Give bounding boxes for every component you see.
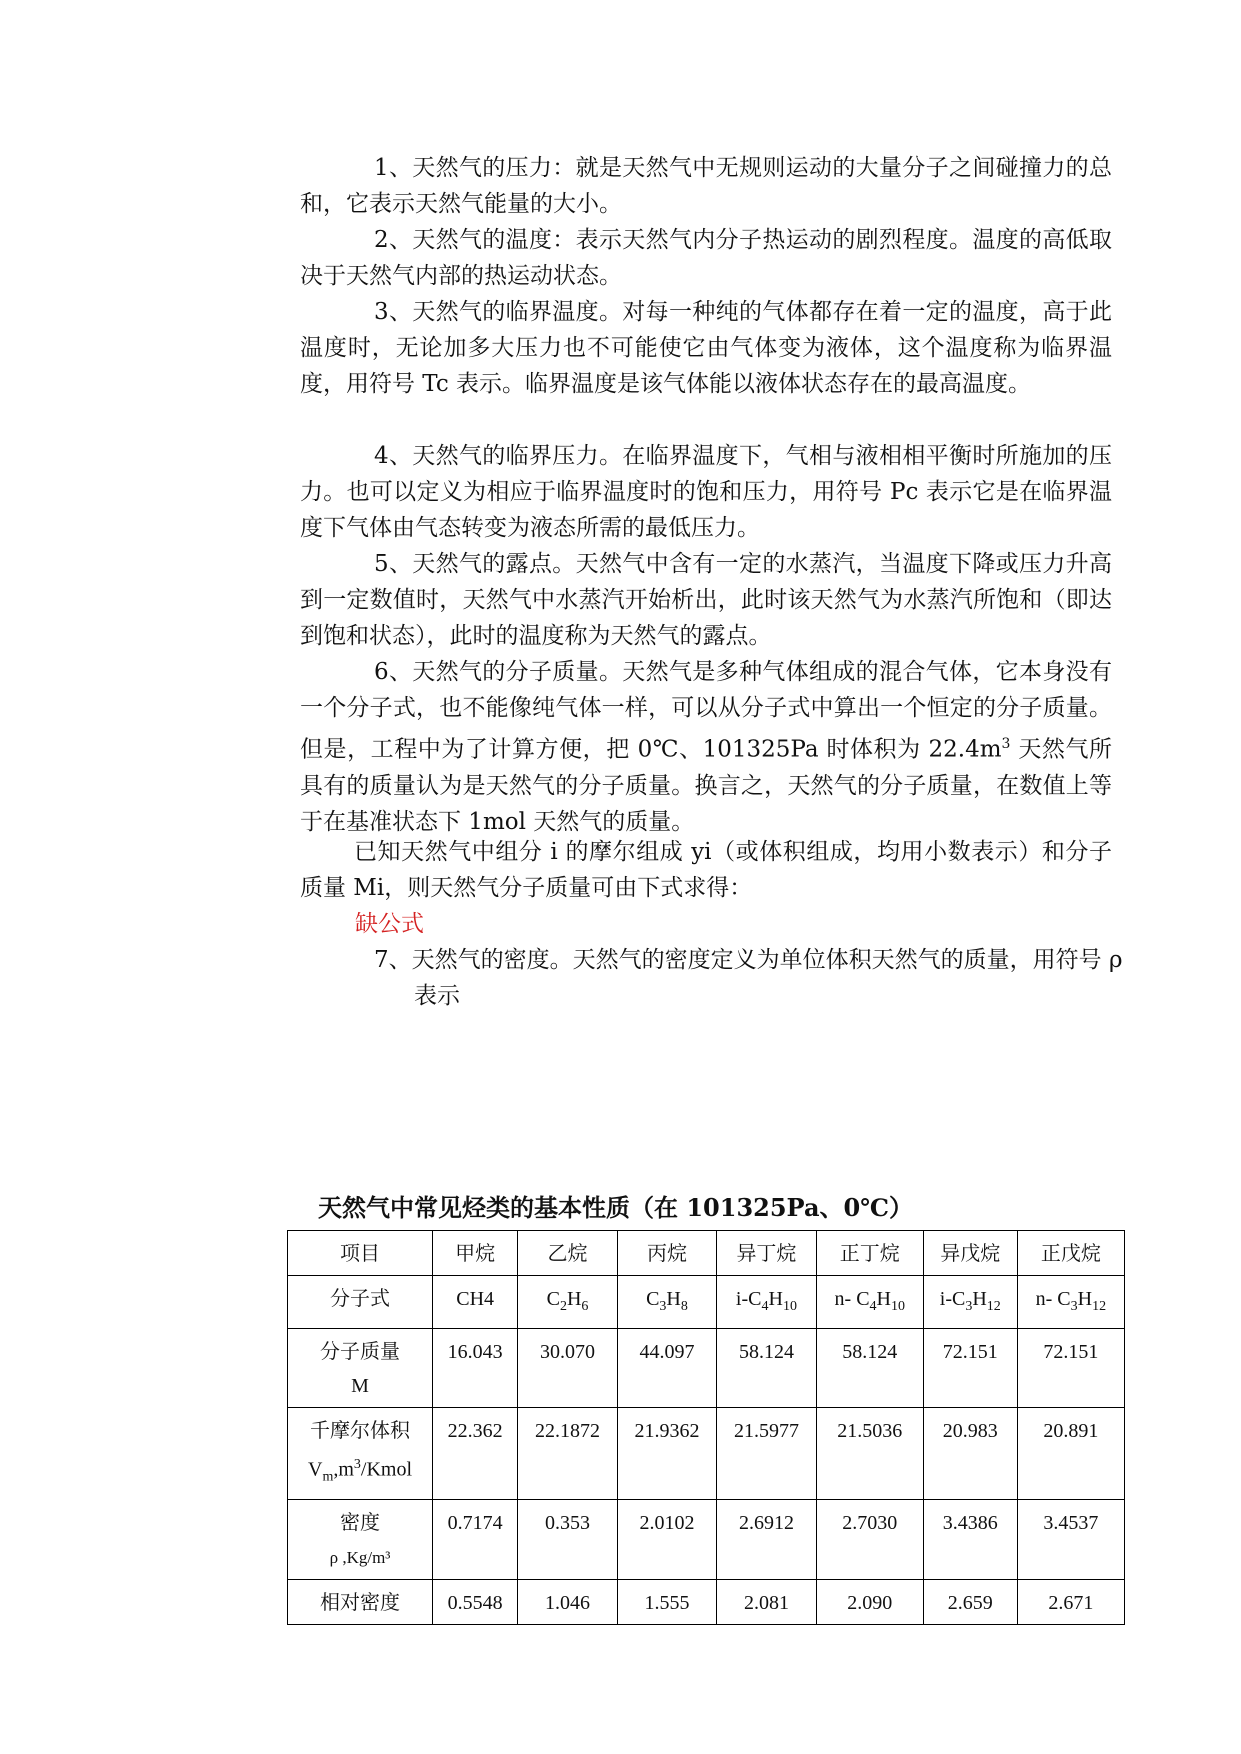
table-header-row	[288, 1231, 1125, 1276]
formula-sub: 12	[986, 1299, 1001, 1314]
row-label-line: ρ ,Kg/m³	[329, 1547, 391, 1567]
table-cell: 44.097	[617, 1329, 716, 1408]
paragraph-molecular-mass-part2: 天然气所具有的质量认为是天然气的分子质量。换言之，天然气的分子质量，在数值上等于在基准状态下 1mol 天然气的质量。	[300, 736, 1112, 835]
row-label	[288, 1408, 433, 1500]
table-cell: 0.353	[518, 1499, 617, 1579]
paragraph-critical-pressure: 4、天然气的临界压力。在临界温度下，气相与液相相平衡时所施加的压力。也可以定义为相应于临界温度时的饱和压力，用符号 Pc 表示它是在临界温度下气体由气态转变为液态所需的最低压力。	[300, 443, 1112, 541]
hydrocarbon-properties-table	[287, 1230, 1125, 1625]
table-cell	[816, 1276, 923, 1329]
table-cell: 58.124	[717, 1329, 816, 1408]
table-cell: 1.046	[518, 1579, 617, 1624]
table-row-molecular-mass	[288, 1329, 1125, 1408]
missing-formula-note: 缺公式	[355, 911, 424, 937]
table-row-relative-density	[288, 1579, 1125, 1624]
table-cell: 0.7174	[433, 1499, 518, 1579]
formula-sub: 3	[1070, 1299, 1078, 1314]
table-cell: 2.0102	[617, 1499, 716, 1579]
paragraph-dew-point: 5、天然气的露点。天然气中含有一定的水蒸汽，当温度下降或压力升高到一定数值时，天然气中水蒸汽开始析出，此时该天然气为水蒸汽所饱和（即达到饱和状态），此时的温度称为天然气的露点。	[300, 551, 1112, 649]
paragraph-molecular-mass	[300, 654, 1112, 840]
formula-part: H	[972, 1288, 987, 1310]
table-cell: 1.555	[617, 1579, 716, 1624]
header-cell: 乙烷	[518, 1231, 617, 1276]
table-cell: 2.090	[816, 1579, 923, 1624]
formula-part: H	[666, 1288, 681, 1310]
formula-sub: 12	[1092, 1299, 1107, 1314]
table-cell: 58.124	[816, 1329, 923, 1408]
table-row-formula	[288, 1276, 1125, 1329]
formula-part: C	[546, 1288, 560, 1310]
formula-sub: 2	[559, 1299, 567, 1314]
table-cell: 16.043	[433, 1329, 518, 1408]
row-label-part: /Kmol	[360, 1458, 413, 1481]
row-label-sub: m	[322, 1469, 334, 1485]
table-cell: 2.7030	[816, 1499, 923, 1579]
row-label: 相对密度	[288, 1579, 433, 1624]
table-cell	[717, 1276, 816, 1329]
table-cell	[518, 1276, 617, 1329]
table-cell: 22.1872	[518, 1408, 617, 1500]
header-cell: 丙烷	[617, 1231, 716, 1276]
row-label-sup: 3	[353, 1457, 361, 1472]
table-cell	[923, 1276, 1017, 1329]
row-label-line: M	[351, 1375, 369, 1397]
table-cell: 2.659	[923, 1579, 1017, 1624]
formula-part: i-C	[735, 1288, 762, 1310]
table-cell: 22.362	[433, 1408, 518, 1500]
formula-sub: 4	[761, 1299, 769, 1314]
formula-sub: 3	[659, 1299, 667, 1314]
paragraph-pressure: 1、天然气的压力：就是天然气中无规则运动的大量分子之间碰撞力的总和，它表示天然气能量的大小。	[300, 155, 1112, 217]
formula-sub: 6	[581, 1299, 589, 1314]
formula-part: C	[646, 1288, 660, 1310]
row-label-line: 密度	[340, 1511, 380, 1534]
row-label	[288, 1329, 433, 1408]
table-title: 天然气中常见烃类的基本性质（在 101325Pa、0℃）	[318, 1193, 913, 1222]
row-label-line: 千摩尔体积	[310, 1420, 410, 1442]
row-label: 分子式	[288, 1276, 433, 1329]
paragraph-temperature: 2、天然气的温度：表示天然气内分子热运动的剧烈程度。温度的高低取决于天然气内部的热运动状态。	[300, 227, 1112, 289]
formula-sub: 10	[891, 1299, 905, 1314]
table-cell: 21.5977	[717, 1408, 816, 1500]
table-cell: 72.151	[923, 1329, 1017, 1408]
table-cell: 21.9362	[617, 1408, 716, 1500]
table-row-molar-volume	[288, 1408, 1125, 1500]
formula-sub: 10	[782, 1299, 797, 1314]
header-cell: 正戊烷	[1017, 1231, 1124, 1276]
paragraph-known-components: 已知天然气中组分 i 的摩尔组成 yi（或体积组成，均用小数表示）和分子质量 Mi，则天然气分子质量可由下式求得：	[300, 839, 1112, 901]
formula-part: n- C	[1035, 1288, 1071, 1310]
row-label-part: ,m	[333, 1458, 354, 1481]
paragraph-molecular-mass-part1: 6、天然气的分子质量。天然气是多种气体组成的混合气体，它本身没有一个分子式，也不能像纯气体一样，可以从分子式中算出一个恒定的分子质量。但是，工程中为了计算方便，把 0℃、101325Pa 时体积为 22.4m	[300, 659, 1112, 763]
formula-sub: 3	[965, 1299, 973, 1314]
table-cell: 0.5548	[433, 1579, 518, 1624]
table-cell: 3.4537	[1017, 1499, 1124, 1579]
table-cell: 3.4386	[923, 1499, 1017, 1579]
table-cell: 2.081	[717, 1579, 816, 1624]
table-cell: 20.983	[923, 1408, 1017, 1500]
table-cell: 72.151	[1017, 1329, 1124, 1408]
formula-part: H	[768, 1288, 783, 1310]
paragraph-critical-temperature: 3、天然气的临界温度。对每一种纯的气体都存在着一定的温度，高于此温度时，无论加多大压力也不可能使它由气体变为液体，这个温度称为临界温度，用符号 Tc 表示。临界温度是该气体能以液体状态存在的最高温度。	[300, 299, 1112, 397]
header-cell: 异戊烷	[923, 1231, 1017, 1276]
row-label	[288, 1499, 433, 1579]
table-cell	[1017, 1276, 1124, 1329]
paragraph-density: 7、天然气的密度。天然气的密度定义为单位体积天然气的质量，用符号 ρ 表示	[374, 947, 1123, 1009]
row-label-line: 分子质量	[320, 1341, 400, 1363]
formula-part: i-C	[939, 1288, 966, 1310]
table-cell	[617, 1276, 716, 1329]
superscript-3: 3	[1001, 736, 1011, 752]
table-cell: 20.891	[1017, 1408, 1124, 1500]
table-row-density	[288, 1499, 1125, 1579]
table-cell: 21.5036	[816, 1408, 923, 1500]
header-cell: 正丁烷	[816, 1231, 923, 1276]
table-cell: 2.671	[1017, 1579, 1124, 1624]
table-cell: 30.070	[518, 1329, 617, 1408]
formula-part: H	[566, 1288, 582, 1310]
header-cell: 甲烷	[433, 1231, 518, 1276]
formula-part: H	[876, 1288, 891, 1310]
table-cell: CH4	[433, 1276, 518, 1329]
header-cell: 异丁烷	[717, 1231, 816, 1276]
formula-sub: 4	[869, 1299, 877, 1314]
formula-sub: 8	[680, 1299, 688, 1314]
formula-part: n- C	[834, 1288, 870, 1310]
table-cell: 2.6912	[717, 1499, 816, 1579]
header-cell: 项目	[288, 1231, 433, 1276]
row-label-part: V	[307, 1458, 323, 1481]
formula-part: H	[1077, 1288, 1093, 1310]
